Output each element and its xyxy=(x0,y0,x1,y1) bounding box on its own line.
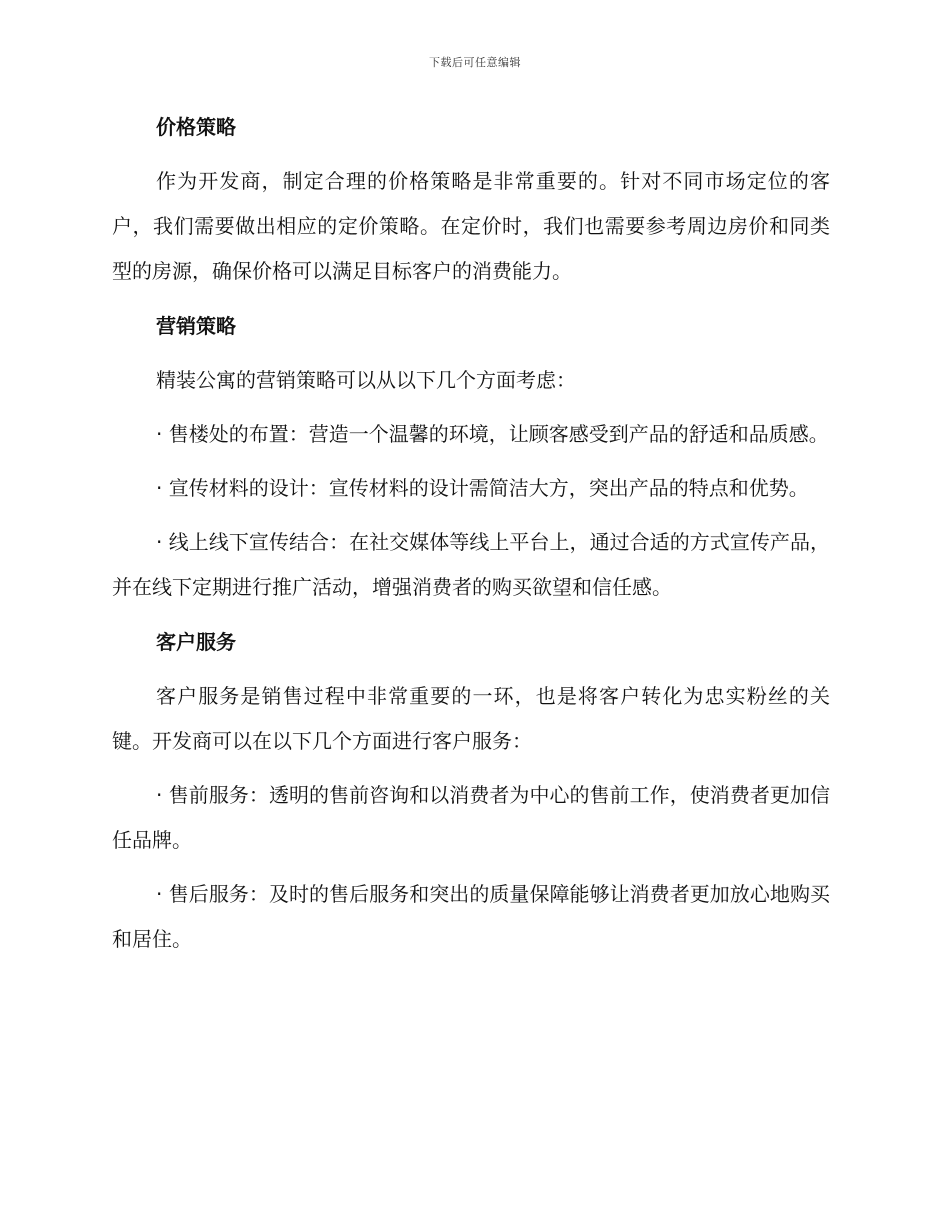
document-body xyxy=(112,112,830,962)
heading-marketing-strategy: 营销策略 xyxy=(156,314,236,338)
bullet-sales-office: · 售楼处的布置：营造一个温馨的环境，让顾客感受到产品的舒适和品质感。 xyxy=(156,422,829,446)
bullet-promo-materials: · 宣传材料的设计：宣传材料的设计需简洁大方，突出产品的特点和优势。 xyxy=(156,476,809,500)
heading-price-strategy: 价格策略 xyxy=(156,115,236,139)
bullet-pre-sales: · 售前服务：透明的售前咨询和以消费者为中心的售前工作，使消费者更加信任品牌。 xyxy=(112,783,830,852)
paragraph-service-intro: 客户服务是销售过程中非常重要的一环，也是将客户转化为忠实粉丝的关键。开发商可以在以下几个方面进行客户服务： xyxy=(112,684,830,753)
paragraph-marketing-intro: 精装公寓的营销策略可以从以下几个方面考虑： xyxy=(156,368,576,392)
header-note: 下载后可任意编辑 xyxy=(429,56,521,69)
bullet-online-offline: · 线上线下宣传结合：在社交媒体等线上平台上，通过合适的方式宣传产品，并在线下定期进行推广活动，增强消费者的购买欲望和信任感。 xyxy=(112,530,830,599)
heading-customer-service: 客户服务 xyxy=(156,630,236,654)
bullet-after-sales: · 售后服务：及时的售后服务和突出的质量保障能够让消费者更加放心地购买和居住。 xyxy=(112,882,830,951)
paragraph-price-strategy: 作为开发商，制定合理的价格策略是非常重要的。针对不同市场定位的客户，我们需要做出相应的定价策略。在定价时，我们也需要参考周边房价和同类型的房源，确保价格可以满足目标客户的消费能力。 xyxy=(112,169,830,283)
